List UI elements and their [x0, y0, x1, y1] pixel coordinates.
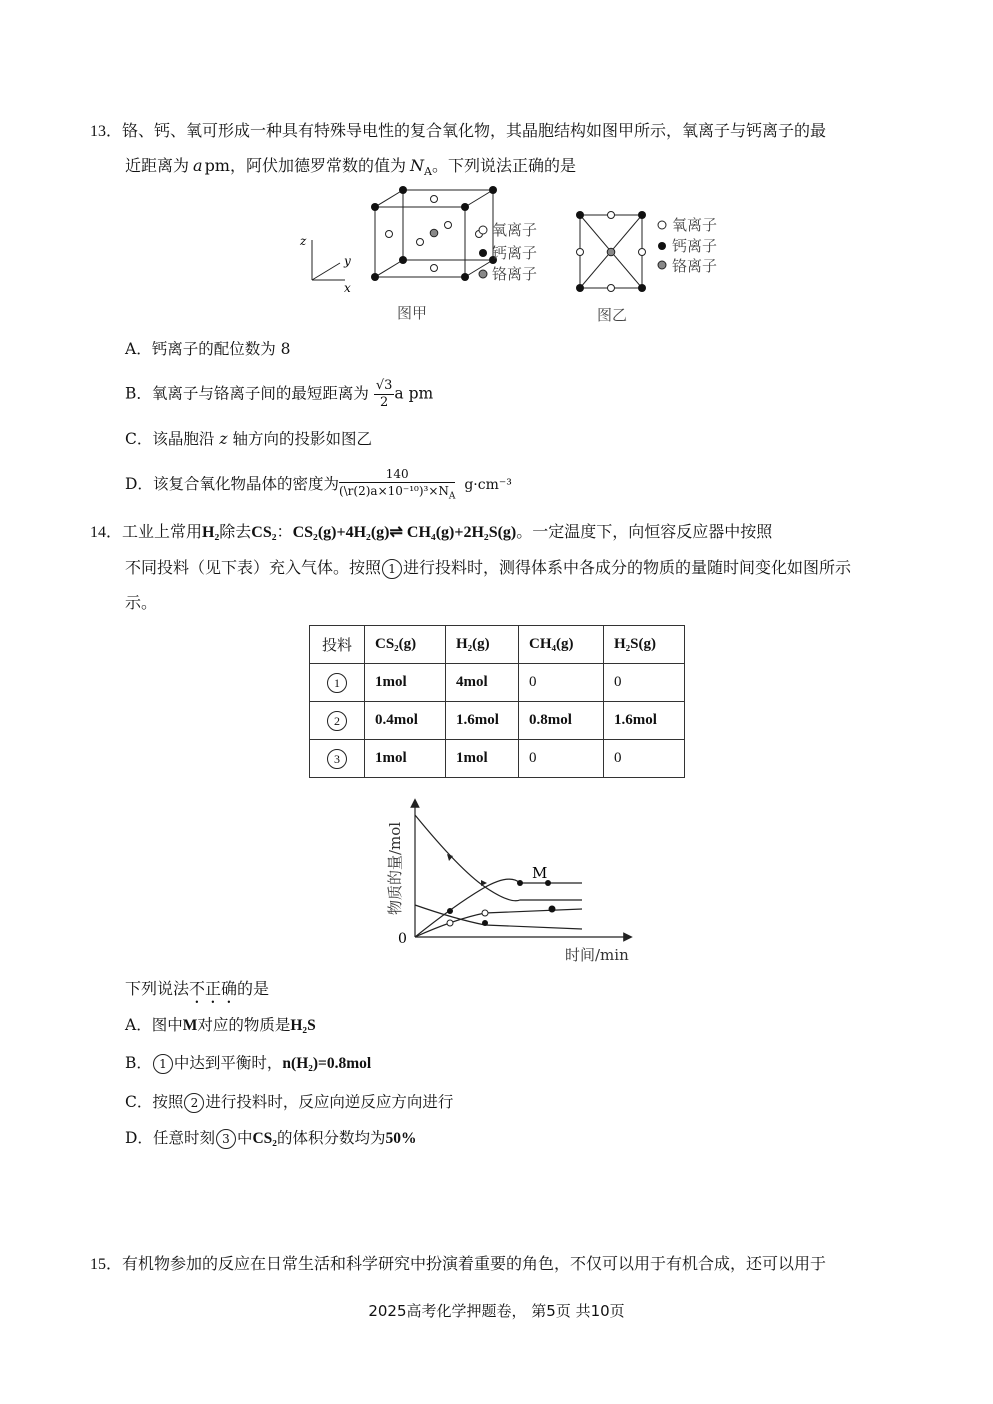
q13-line1: 13．铬、钙、氧可形成一种具有特殊导电性的复合氧化物，其晶胞结构如图甲所示，氧离子与钙离子的最: [90, 121, 827, 140]
q13-option-a: A．钙离子的配位数为 8: [125, 340, 291, 358]
axis-y-label: y: [344, 254, 351, 268]
table-row: 2 0.4mol 1.6mol 0.8mol 1.6mol: [310, 702, 685, 740]
crystal-figures: [290, 185, 750, 325]
origin-label: 0: [398, 931, 407, 947]
y-axis-label: 物质的量/mol: [386, 821, 404, 915]
dot-marker: [517, 880, 523, 886]
dot-marker: [482, 920, 488, 926]
q15-line1: 15．有机物参加的反应在日常生活和科学研究中扮演着重要的角色，不仅可以用于有机合成，还可以用于: [90, 1254, 827, 1273]
triangle-marker: [481, 880, 487, 886]
label-m: M: [532, 864, 548, 882]
q14-line1: 14．工业上常用H₂除去CS₂：CS₂(g)+4H₂(g)⇌ CH₄(g)+2H₂S(g)。一定温度下，向恒容反应器中按照: [90, 522, 773, 541]
dot-marker: [447, 908, 453, 914]
legend-calcium-icon: [479, 249, 487, 257]
svg-text:氧离子: 氧离子: [492, 221, 538, 239]
q14-option-a: A．图中M对应的物质是H₂S: [125, 1016, 316, 1034]
curve-h2: [415, 815, 582, 901]
table-row: 1 1mol 4mol 0 0: [310, 664, 685, 702]
svg-text:铬离子: 铬离子: [672, 257, 718, 275]
q14-option-c: C．按照 2 进行投料时，反应向逆反应方向进行: [125, 1093, 454, 1111]
table-row: 3 1mol 1mol 0 0: [310, 740, 685, 778]
chromium-ion: [430, 229, 438, 237]
legend-b-chromium-icon: [658, 261, 666, 269]
q14-option-b: B． 1 中达到平衡时，n(H₂)=0.8mol: [125, 1054, 372, 1072]
legend-chromium-icon: [479, 270, 487, 278]
density-fraction: $\frac{140}{(\backslash r(2)a\times 10^{-10})^3\times N_A}$: [338, 467, 456, 502]
axis-z-label: z: [300, 234, 307, 248]
q14-line3: 示。: [125, 593, 158, 612]
open-circle-marker: [482, 910, 488, 916]
q14-line2: 不同投料（见下表）充入气体。按照 1 进行投料时，测得体系中各成分的物质的量随时间变化如图所示: [125, 558, 852, 577]
q13-number: 13．: [90, 123, 123, 140]
projection-chromium: [607, 248, 615, 256]
legend-b-oxygen-icon: [658, 221, 666, 229]
caption-figure-b: 图乙: [597, 306, 628, 324]
dot-marker: [549, 906, 556, 913]
svg-text:钙离子: 钙离子: [492, 244, 538, 262]
axis-x-label: x: [344, 281, 351, 295]
x-axis-label: 时间/min: [565, 946, 629, 964]
q13-option-b: B．氧离子与铬离子间的最短距离为 $\frac{√3}{2}$ a pm: [125, 378, 434, 410]
svg-text:氧离子: 氧离子: [672, 216, 718, 234]
feed-table: [309, 625, 685, 778]
q14-option-d: D．任意时刻 3 中CS₂的体积分数均为50%: [125, 1129, 417, 1147]
svg-text:钙离子: 钙离子: [672, 237, 718, 255]
table-header-row: 投料 CS₂(g) H₂(g) CH₄(g) H₂S(g): [310, 626, 685, 664]
svg-text:铬离子: 铬离子: [492, 265, 538, 283]
q13-option-c: C．该晶胞沿 z 轴方向的投影如图乙: [125, 430, 372, 448]
reaction-equation: CS₂(g)+4H₂(g)⇌ CH₄(g)+2H₂S(g): [292, 524, 517, 541]
axis-triad: [312, 240, 345, 280]
amount-time-graph: [370, 795, 650, 970]
legend-b-calcium-icon: [658, 242, 666, 250]
q13-line2: 近距离为 a pm，阿伏加德罗常数的值为 $N_A$。下列说法正确的是: [125, 156, 576, 179]
q13-option-d: D．该复合氧化物晶体的密度为 $\frac{140}{(\backslash r(2)a\times 10^{-10})^3\times N_A}$ g·cm⁻³: [125, 466, 512, 504]
q14-intro: 下列说法不正确的是: [125, 979, 270, 998]
open-circle-marker: [447, 920, 453, 926]
caption-figure-a: 图甲: [397, 304, 428, 322]
page-footer: 2025高考化学押题卷， 第5页 共10页: [368, 1302, 625, 1320]
legend-oxygen-icon: [479, 226, 487, 234]
fraction-sqrt3-over-2: $\frac{√3}{2}$: [375, 378, 393, 410]
